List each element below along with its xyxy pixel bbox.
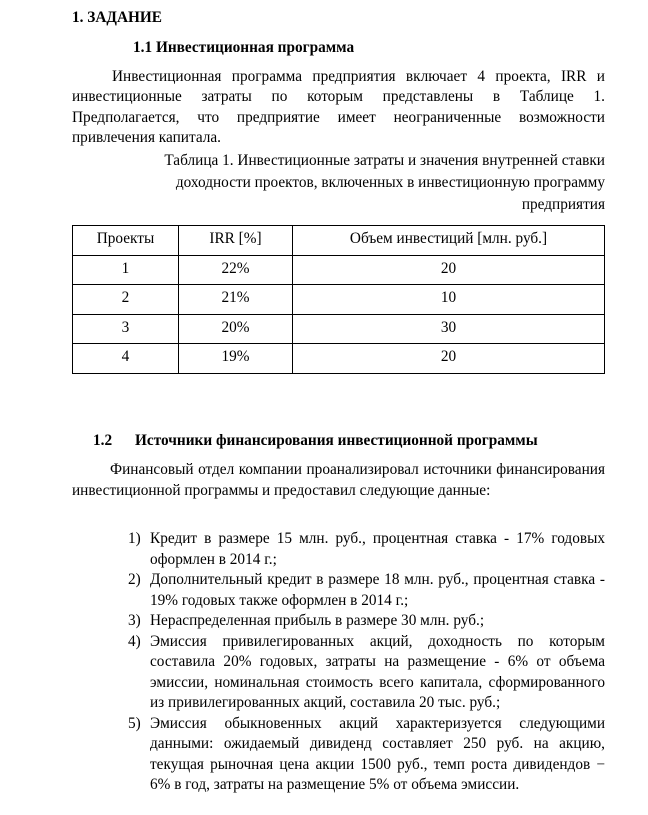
list-item bbox=[128, 529, 605, 570]
list-item bbox=[128, 570, 605, 611]
subsection-heading: 1.1 Инвестиционная программа bbox=[133, 39, 355, 56]
list-number: 3) bbox=[128, 612, 141, 629]
table-row bbox=[73, 255, 605, 285]
table-cell: 20 bbox=[293, 255, 605, 285]
section-heading: 1. ЗАДАНИЕ bbox=[72, 9, 162, 26]
list-text: Дополнительный кредит в размере 18 млн. руб., процентная ставка - 19% годовых также оформлен в 2014 г.; bbox=[150, 571, 605, 609]
financing-sources-list bbox=[128, 529, 605, 796]
table-cell: 1 bbox=[73, 255, 179, 285]
list-text: Кредит в размере 15 млн. руб., процентная ставка - 17% годовых оформлен в 2014 г.; bbox=[150, 530, 605, 568]
paragraph: Финансовый отдел компании проанализировал источники финансирования инвестиционной программы и предоставил следующие данные: bbox=[72, 461, 605, 499]
table-header: IRR [%] bbox=[179, 226, 293, 256]
list-number: 4) bbox=[128, 632, 141, 650]
table-cell: 10 bbox=[293, 285, 605, 315]
table-cell: 21% bbox=[179, 285, 293, 315]
paragraph: Инвестиционная программа предприятия включает 4 проекта, IRR и инвестиционные затраты по которым представлены в Таблице 1. Предполагается, что предприятие имеет неограниченные возможности привлечения капитала. bbox=[72, 68, 605, 147]
list-number: 1) bbox=[128, 530, 141, 547]
table-cell: 20% bbox=[179, 314, 293, 344]
list-item bbox=[128, 611, 605, 632]
table-cell: 3 bbox=[73, 314, 179, 344]
list-text: Нераспределенная прибыль в размере 30 млн. руб.; bbox=[150, 612, 485, 629]
subsection-number: 1.2 bbox=[93, 432, 113, 449]
table-cell: 4 bbox=[73, 344, 179, 374]
list-number: 5) bbox=[128, 714, 141, 732]
investment-table bbox=[72, 225, 605, 374]
table-row bbox=[73, 285, 605, 315]
table-header-row bbox=[73, 226, 605, 256]
table-row bbox=[73, 344, 605, 374]
list-item bbox=[128, 632, 605, 714]
table-cell: 2 bbox=[73, 285, 179, 315]
list-item bbox=[128, 714, 605, 796]
table-cell: 19% bbox=[179, 344, 293, 374]
list-number: 2) bbox=[128, 571, 141, 588]
table-caption: Таблица 1. Инвестиционные затраты и значения внутренней ставки доходности проектов, включенных в инвестиционную программу предприятия bbox=[164, 152, 605, 213]
table-header: Объем инвестиций [млн. руб.] bbox=[293, 226, 605, 256]
table-header: Проекты bbox=[73, 226, 179, 256]
table-cell: 30 bbox=[293, 314, 605, 344]
table-row bbox=[73, 314, 605, 344]
table-cell: 20 bbox=[293, 344, 605, 374]
table-cell: 22% bbox=[179, 255, 293, 285]
subsection-heading: Источники финансирования инвестиционной программы bbox=[135, 432, 538, 449]
list-text: Эмиссия обыкновенных акций характеризуется следующими данными: ожидаемый дивиденд составляет 250 руб. на акцию, текущая рыночная цена акции 1500 руб., темп роста дивидендов − 6% в год, затраты на размещение 5% от объема эмиссии. bbox=[150, 714, 605, 793]
list-text: Эмиссия привилегированных акций, доходность по которым составила 20% годовых, затраты на размещение - 6% от объема эмиссии, номинальная стоимость всего капитала, сформированного из привилегированных акций, составила 20 тыс. руб.; bbox=[150, 632, 605, 711]
